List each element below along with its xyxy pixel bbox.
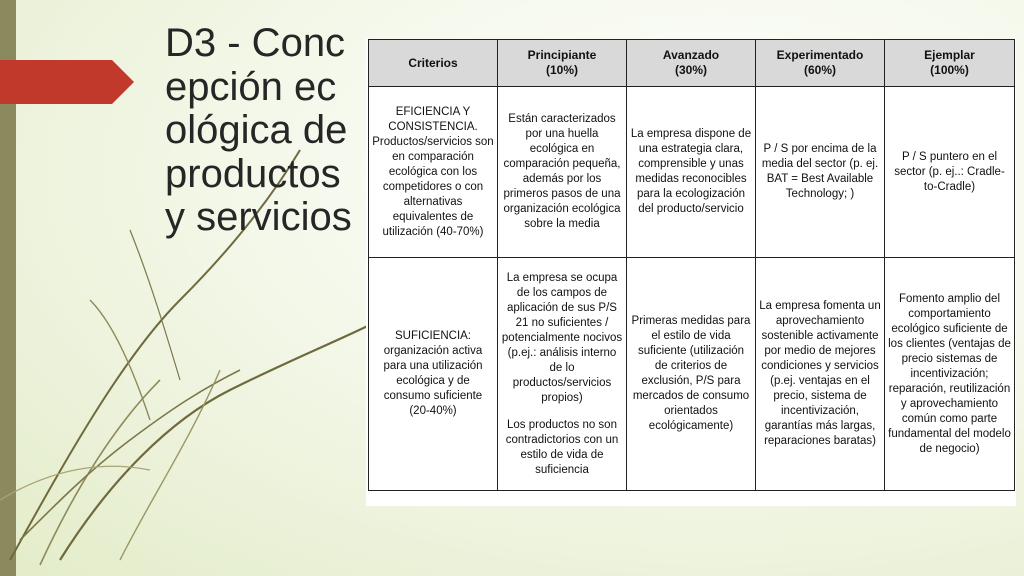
cell-ejemplar — [885, 87, 1015, 258]
header-ejemplar — [885, 40, 1015, 87]
header-avanzado — [627, 40, 756, 87]
cell-experimentado — [756, 258, 885, 491]
header-label: Ejemplar — [924, 48, 975, 62]
cell-text: Primeras medidas para el estilo de vida suficiente (utilización de criterios de exclusión, P/S para mercados de consumo orientados ecológicamente) — [631, 315, 751, 432]
header-label: Avanzado — [662, 48, 720, 62]
cell-text: La empresa dispone de una estrategia clara, comprensible y unas medidas reconocibles para la ecologización del producto/servicio — [630, 128, 752, 215]
header-percent: (100%) — [930, 63, 969, 77]
header-principiante — [498, 40, 627, 87]
cell-text: La empresa se ocupa de los campos de aplicación de sus P/S 21 no suficientes / potencialmente nocivos (p.ej.: análisis interno de lo productos/servicios propios) — [501, 271, 623, 404]
header-label: Principiante — [527, 48, 597, 62]
header-criterios — [369, 40, 498, 87]
cell-text: La empresa fomenta un aprovechamiento sostenible activamente por medio de mejores condiciones y servicios (p.ej. ventajas en el precio, sistema de incentivización, garantías más largas, reparaciones baratas) — [759, 300, 881, 447]
red-arrow-tab — [0, 60, 134, 104]
cell-experimentado — [756, 87, 885, 258]
cell-text: Fomento amplio del comportamiento ecológico suficiente de los clientes (ventajas de precio sistemas de incentivización; reparación, reutilización y aprovechamiento común como parte fundamental del modelo de negocio) — [888, 292, 1011, 455]
slide-title: D3 - Concepción ecológica de productos y servicios — [165, 21, 352, 239]
cell-spacer — [501, 406, 623, 418]
header-label: Criterios — [408, 55, 458, 70]
cell-text: SUFICIENCIA: organización activa para una utilización ecológica y de consumo suficiente (20-40%) — [383, 330, 483, 417]
cell-principiante — [498, 258, 627, 491]
table-row-suficiencia — [369, 258, 1015, 491]
table-header-row — [369, 40, 1015, 87]
cell-ejemplar — [885, 258, 1015, 491]
header-percent: (30%) — [674, 63, 707, 77]
header-label: Experimentado — [776, 48, 864, 62]
cell-avanzado — [627, 87, 756, 258]
header-experimentado — [756, 40, 885, 87]
cell-text: P / S por encima de la media del sector (p. ej. BAT = Best Available Technology; ) — [761, 143, 879, 200]
rubric-table-container — [366, 39, 1016, 506]
cell-text: EFICIENCIA Y CONSISTENCIA. Productos/servicios son en comparación ecológica con los competidores o con alternativas equivalentes de utilización (40-70%) — [372, 105, 494, 238]
header-percent: (60%) — [803, 63, 836, 77]
rubric-table — [368, 39, 1015, 491]
cell-text: P / S puntero en el sector (p. ej..: Cradle-to-Cradle) — [894, 150, 1005, 193]
cell-criterion — [369, 258, 498, 491]
table-row-eficiencia — [369, 87, 1015, 258]
cell-principiante — [498, 87, 627, 258]
cell-text: Están caracterizados por una huella ecológica en comparación pequeña, además por los primeros pasos de una organización ecológica sobre la media — [503, 113, 621, 230]
cell-criterion — [369, 87, 498, 258]
header-percent: (10%) — [545, 63, 578, 77]
cell-avanzado — [627, 258, 756, 491]
cell-text: Los productos no son contradictorios con un estilo de vida de suficiencia — [505, 418, 619, 476]
